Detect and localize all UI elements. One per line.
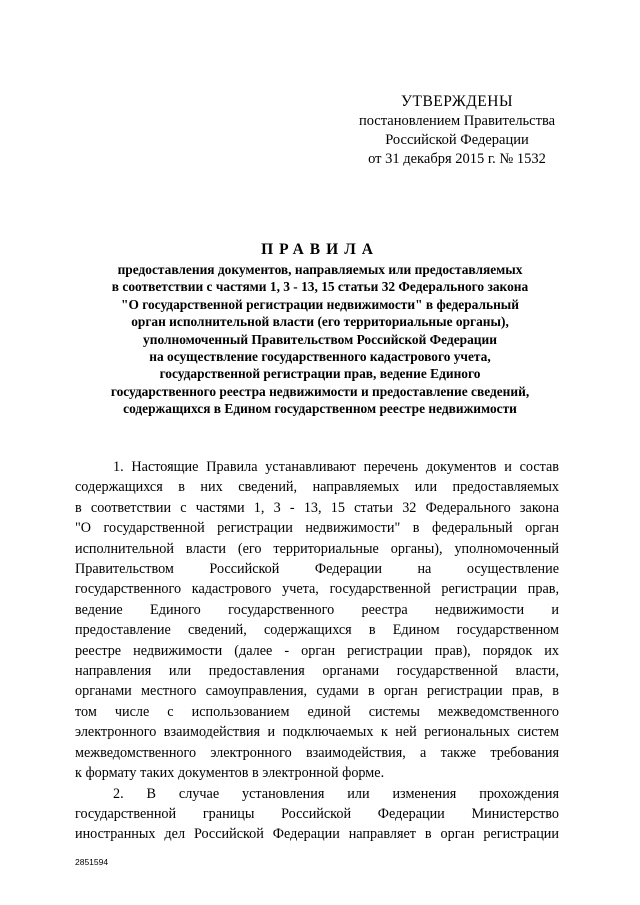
paragraph-line: 1. Настоящие Правила устанавливают перечень документов и состав	[113, 459, 559, 475]
paragraph-line: органами местного самоуправления, судами в орган регистрации прав, в	[75, 683, 559, 700]
paragraph-line: электронного взаимодействия и подключаемых к ней региональных систем	[75, 724, 559, 741]
title-line: в соответствии с частями 1, 3 - 13, 15 статьи 32 Федерального закона	[111, 279, 529, 295]
title-line: содержащихся в Едином государственном реестре недвижимости	[123, 401, 517, 417]
paragraph-line: к формату таких документов в электронной форме.	[75, 765, 385, 782]
paragraph-line: 2. В случае установления или изменения прохождения	[113, 785, 559, 802]
title-line: государственной регистрации прав, ведение Единого	[159, 366, 481, 382]
title-line: на осуществление государственного кадастрового учета,	[149, 349, 491, 365]
paragraph-line: направления или предоставления органами государственной власти,	[75, 663, 559, 680]
paragraph-line: исполнительной власти (его территориальные органы), уполномоченный	[75, 540, 559, 557]
paragraph-line: Правительством Российской Федерации на осуществление	[75, 561, 559, 578]
title-line: государственного реестра недвижимости и предоставление сведений,	[110, 383, 530, 399]
document-body	[75, 457, 559, 845]
paragraph-line: "О государственной регистрации недвижимости" в федеральный орган	[75, 520, 559, 537]
title-line: "О государственной регистрации недвижимости" в федеральный	[121, 296, 519, 312]
paragraph-line: предоставление сведений, содержащихся в Едином государственном	[75, 622, 559, 639]
paragraph-line: государственного кадастрового учета, государственной регистрации прав,	[75, 581, 559, 598]
paragraph-line: межведомственного электронного взаимодействия, а также требования	[75, 744, 559, 761]
paragraph-line: содержащихся в них сведений, направляемых или предоставляемых	[75, 479, 559, 496]
paragraph-line: ведение Единого государственного реестра недвижимости и	[75, 601, 559, 618]
document-code: 2851594	[75, 857, 109, 867]
title-line: орган исполнительной власти (его территориальные органы),	[131, 314, 509, 330]
approval-date-line: от 31 декабря 2015 г. № 1532	[368, 151, 546, 167]
approval-heading: УТВЕРЖДЕНЫ	[401, 93, 513, 110]
paragraph-line: иностранных дел Российской Федерации направляет в орган регистрации	[75, 826, 559, 843]
paragraph-line: реестре недвижимости (далее - орган регистрации прав), порядок их	[75, 642, 559, 659]
title-line: уполномоченный Правительством Российской Федерации	[143, 331, 497, 347]
title-word: ПРАВИЛА	[261, 241, 379, 258]
paragraph-line: государственной границы Российской Федерации Министерство	[75, 805, 559, 822]
document-title	[60, 240, 580, 418]
paragraph-line: том числе с использованием единой системы межведомственного	[75, 703, 559, 720]
approval-line: постановлением Правительства	[358, 113, 556, 129]
approval-line: Российской Федерации	[385, 132, 529, 148]
paragraph-line: в соответствии с частями 1, 3 - 13, 15 статьи 32 Федерального закона	[75, 499, 559, 516]
title-line: предоставления документов, направляемых или предоставляемых	[117, 262, 523, 277]
approval-block	[347, 92, 567, 169]
